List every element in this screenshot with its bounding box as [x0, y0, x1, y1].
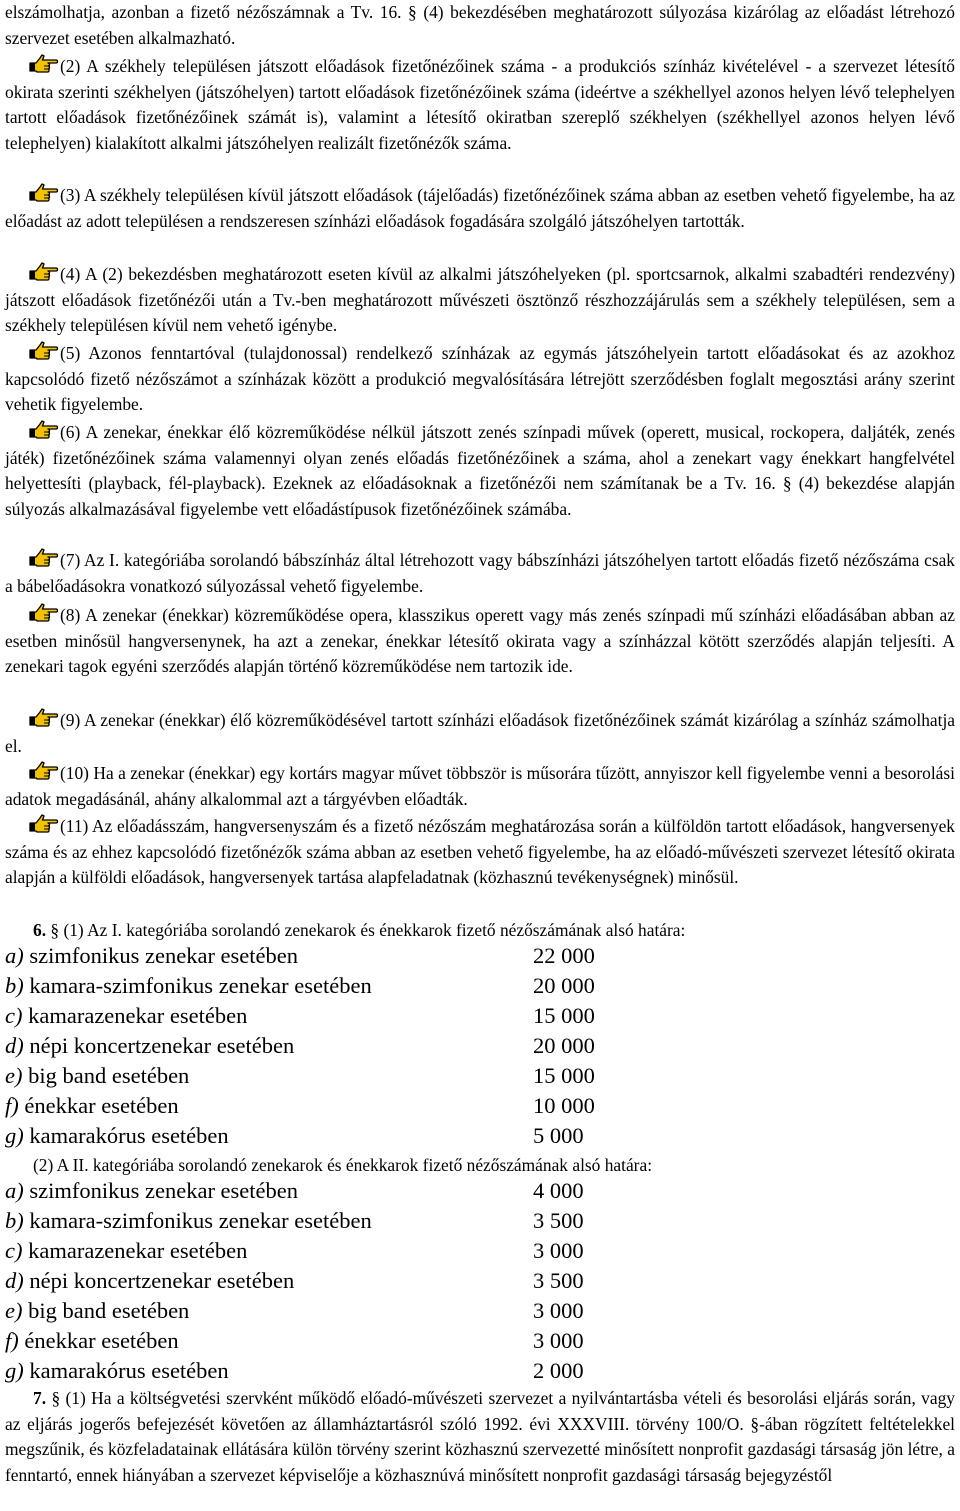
section-text: (2) A II. kategóriába sorolandó zenekarok és énekkarok fizető nézőszámának alsó határa:: [33, 1155, 653, 1175]
pointing-hand-icon: [29, 814, 59, 834]
section-6-heading: [33, 918, 953, 943]
list-item: a) szimfonikus zenekar esetében 4 000: [5, 1178, 584, 1203]
pointing-hand-icon: [29, 548, 59, 568]
list-item: g) kamarakórus esetében 2 000: [5, 1358, 584, 1383]
paragraph-5-7: [5, 548, 955, 599]
list-item: c) kamarazenekar esetében 15 000: [5, 1003, 595, 1028]
paragraph-text: (8) A zenekar (énekkar) közreműködése opera, klasszikus operett vagy más zenés színpadi mű színházi előadásában abban az esetben minősül hangversenynek, ha azt a zenekar, énekkar létesítő okirata vagy a színházzal kötött szerződés alapján teljesíti. A zenekari tagok egyéni szerződés alapján történő közreműködése nem tartozik ide.: [5, 605, 955, 676]
list-item: d) népi koncertzenekar esetében 20 000: [5, 1033, 595, 1058]
paragraph-text: (5) Azonos fenntartóval (tulajdonossal) rendelkező színházak az egymás játszóhelyein tartott előadásokat és az azokhoz kapcsolódó fizető nézőszámot a színházak között a produkció megvalósítására létrejött szerződésben foglalt megosztási arány szerint vehetik figyelembe.: [5, 343, 955, 414]
paragraph-continued: elszámolhatja, azonban a fizető nézőszámnak a Tv. 16. § (4) bekezdésében meghatározott súlyozása kizárólag az előadást létrehozó szervezet esetében alkalmazható.: [5, 2, 955, 48]
section-6-2-heading: [33, 1153, 953, 1178]
list-item: f) énekkar esetében 10 000: [5, 1093, 595, 1118]
paragraph-text: (7) Az I. kategóriába sorolandó bábszínház által létrehozott vagy bábszínházi játszóhelyen tartott előadás fizető nézőszáma csak a bábelőadásokra vonatkozó súlyozással vehető figyelembe.: [5, 550, 955, 596]
pointing-hand-icon: [29, 262, 59, 282]
list-item: c) kamarazenekar esetében 3 000: [5, 1238, 584, 1263]
paragraph-text: (3) A székhely településen kívül játszott előadások (tájelőadás) fizetőnézőinek száma abban az esetben vehető figyelembe, ha az előadást az adott településen a rendszeresen színházi előadások fogadására szolgáló játszóhelyen tartották.: [5, 185, 955, 231]
pointing-hand-icon: [29, 761, 59, 781]
section-text: § (1) Ha a költségvetési szervként működő előadó-művészeti szervezet a nyilvántartásba vételi és besorolási eljárás során, vagy az eljárás jogerős befejezését követően az államháztartásról szóló 1992. évi XXXVIII. törvény 100/O. §-ában rögzített feltételekkel megszűnik, és közfeladatainak ellátására külön törvény szerint közhasznú szervezetté minősített nonprofit gazdasági társaság jön létre, a fenntartó, ennek hiányában a szervezet képviselője a közhasznúvá minősített nonprofit gazdasági társaság bejegyzéstől: [5, 1388, 955, 1485]
pointing-hand-icon: [29, 420, 59, 440]
section-7-paragraph: [5, 1386, 955, 1488]
pointing-hand-icon: [29, 603, 59, 623]
section-number: 6.: [33, 920, 47, 940]
category-2-list: [5, 1176, 705, 1386]
list-item: e) big band esetében 15 000: [5, 1063, 595, 1088]
pointing-hand-icon: [29, 708, 59, 728]
list-item: d) népi koncertzenekar esetében 3 500: [5, 1268, 584, 1293]
paragraph-5-5: [5, 341, 955, 418]
category-1-list: [5, 941, 705, 1151]
paragraph-text: (4) A (2) bekezdésben meghatározott eseten kívül az alkalmi játszóhelyeken (pl. sportcsarnok, alkalmi szabadtéri rendezvény) játszott előadások fizetőnézői után a Tv.-ben meghatározott művészeti ösztönző részhozzájárulás sem a székhely településen, sem a székhely településen kívül nem vehető igénybe.: [5, 264, 955, 335]
paragraph-5-9: [5, 708, 955, 759]
paragraph-text: (10) Ha a zenekar (énekkar) egy kortárs magyar művet többször is műsorára tűzött, annyiszor kell figyelembe venni a besorolási adatok megadásánál, ahány alkalommal azt a tárgyévben előadták.: [5, 763, 955, 809]
paragraph-5-2: [5, 54, 955, 156]
section-text: § (1) Az I. kategóriába sorolandó zenekarok és énekkarok fizető nézőszámának alsó határa:: [50, 920, 686, 940]
paragraph-text: (9) A zenekar (énekkar) élő közreműködésével tartott színházi előadások fizetőnézőinek számát kizárólag a színház számolhatja el.: [5, 710, 955, 756]
list-item: b) kamara-szimfonikus zenekar esetében 3 500: [5, 1208, 584, 1233]
paragraph-5-8: [5, 603, 955, 680]
paragraph-text: (11) Az előadásszám, hangversenyszám és a fizető nézőszám meghatározása során a külföldön tartott előadások, hangversenyek száma és az ehhez kapcsolódó fizetőnézők száma abban az esetben vehető figyelembe, ha az előadó-művészeti szervezet létesítő okirata alapján a külföldi előadások, hangversenyek tartása alapfeladatnak (közhasznú tevékenységnek) minősül.: [5, 816, 955, 887]
paragraph-5-3: [5, 183, 955, 234]
paragraph-5-10: [5, 761, 955, 812]
pointing-hand-icon: [29, 54, 59, 74]
pointing-hand-icon: [29, 183, 59, 203]
paragraph-5-6: [5, 420, 955, 522]
list-item: f) énekkar esetében 3 000: [5, 1328, 584, 1353]
paragraph-5-4: [5, 262, 955, 339]
list-item: b) kamara-szimfonikus zenekar esetében 20 000: [5, 973, 595, 998]
pointing-hand-icon: [29, 341, 59, 361]
list-item: g) kamarakórus esetében 5 000: [5, 1123, 584, 1148]
paragraph-text: (2) A székhely településen játszott előadások fizetőnézőinek száma - a produkciós színház kivételével - a szervezet létesítő okirata szerinti székhelyen (játszóhelyen) tartott előadások fizetőnézőinek száma (ideértve a székhellyel azonos helyen lévő telephelyen tartott előadások fizetőnézőinek számát is), valamint a létesítő okiratban szereplő székhelyen (székhellyel azonos helyen lévő telephelyen) kialakított alkalmi játszóhelyen realizált fizetőnézők száma.: [5, 56, 955, 153]
section-number: 7.: [33, 1388, 47, 1408]
list-item: a) szimfonikus zenekar esetében 22 000: [5, 943, 595, 968]
paragraph-text: (6) A zenekar, énekkar élő közreműködése nélkül játszott zenés színpadi művek (operett, musical, rockopera, daljáték, zenés játék) fizetőnézőinek száma valamennyi olyan zenés előadás fizetőnézőinek a száma, ahol a zenekart vagy énekkart hangfelvétel helyettesíti (playback, fél-playback). Ezeknek az előadásoknak a fizetőnézői nem számítanak be a Tv. 16. § (4) bekezdése alapján súlyozás alkalmazásával figyelembe vett előadástípusok fizetőnézőinek számába.: [5, 422, 955, 519]
paragraph-5-11: [5, 814, 955, 891]
list-item: e) big band esetében 3 000: [5, 1298, 584, 1323]
